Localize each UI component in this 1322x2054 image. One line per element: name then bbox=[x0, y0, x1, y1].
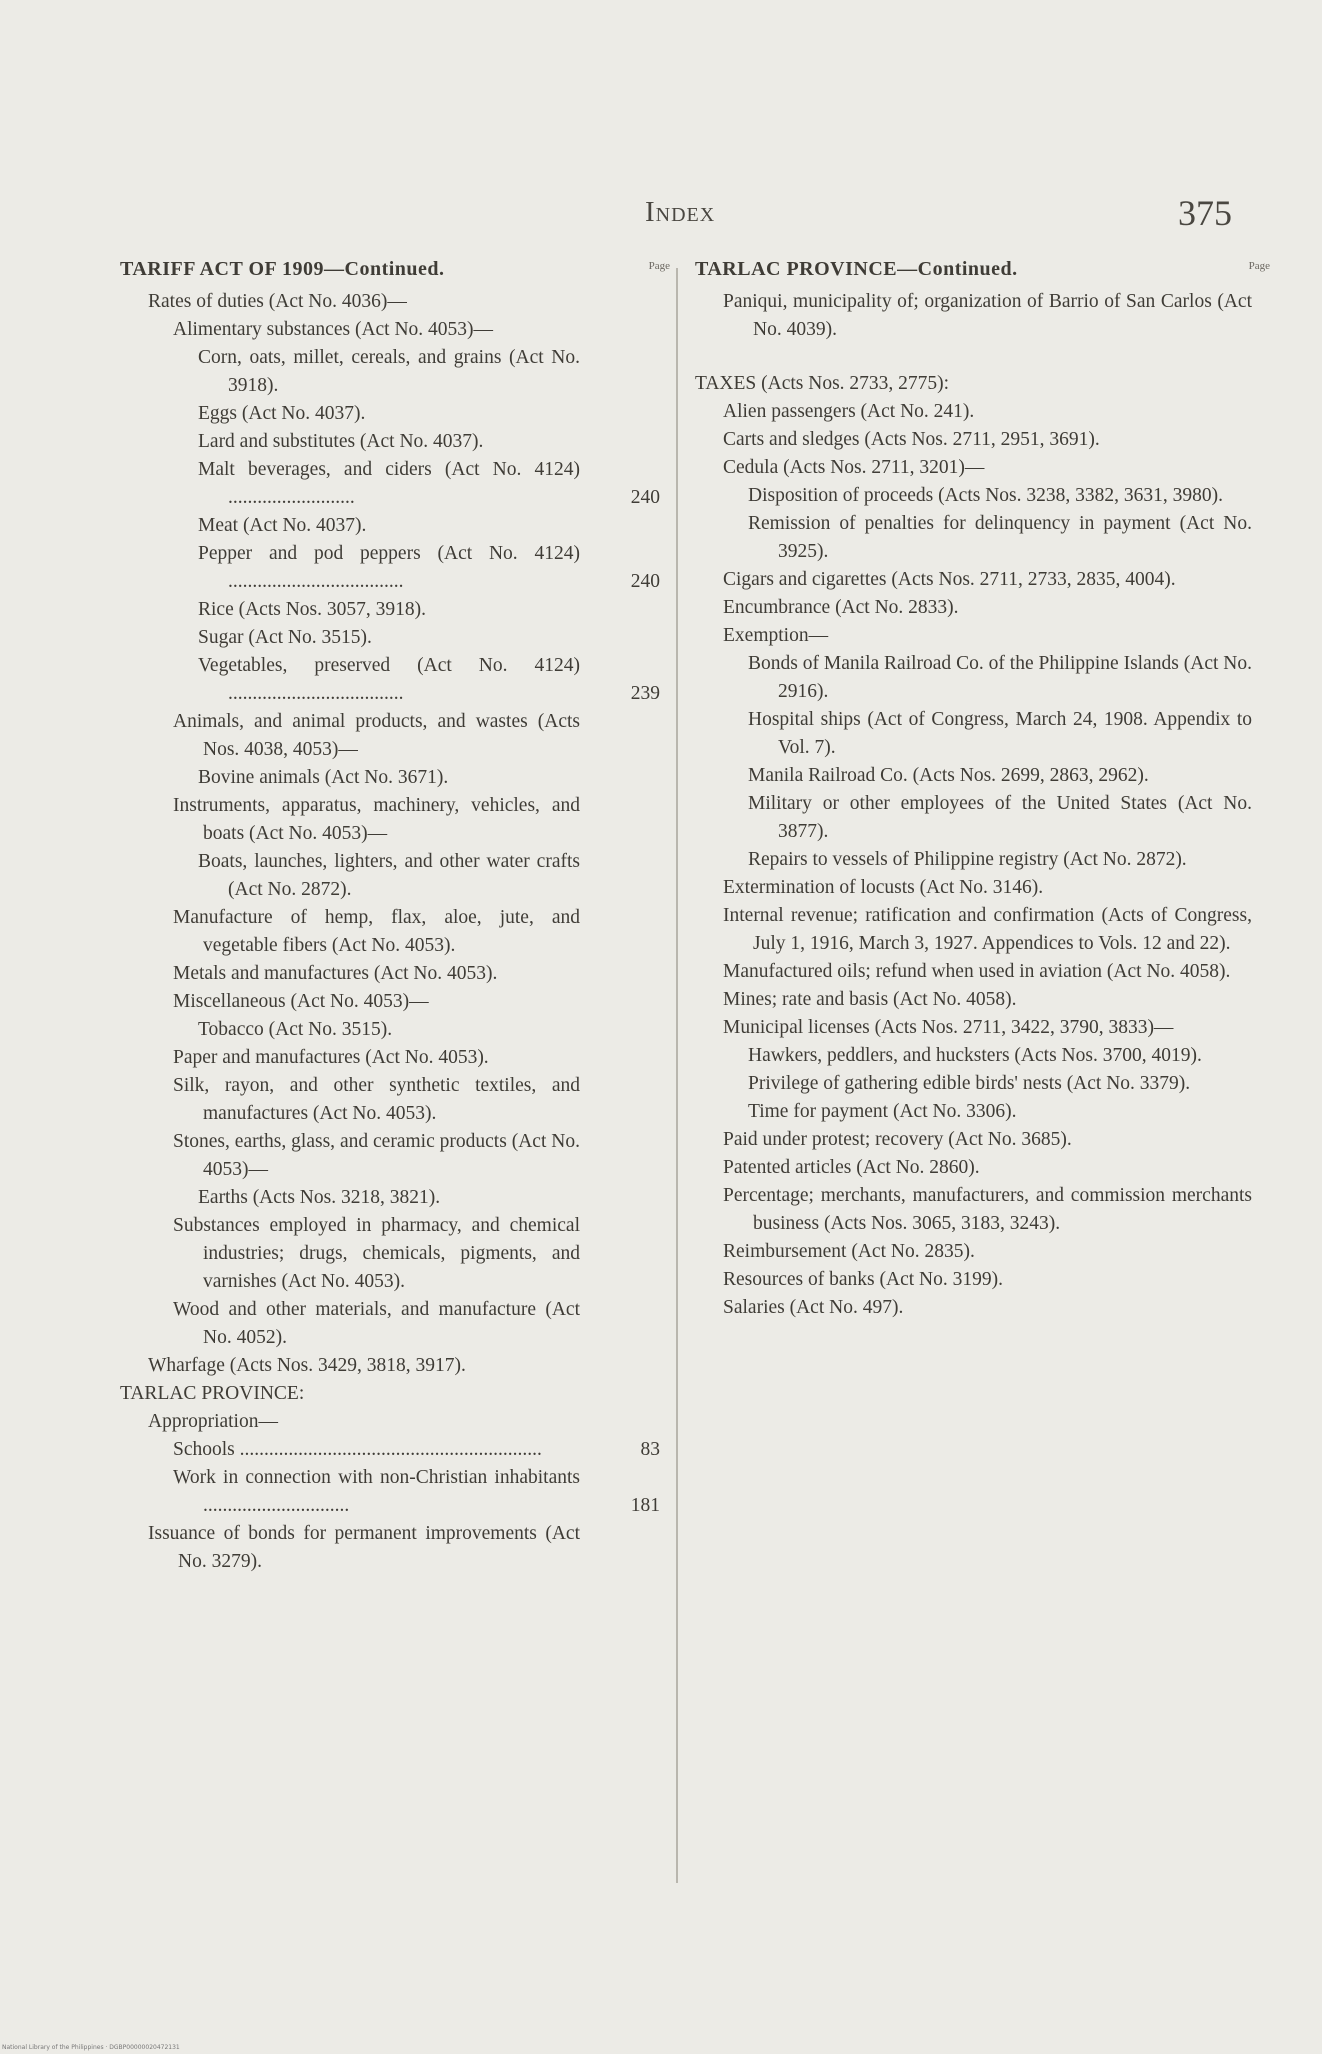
index-entry bbox=[695, 594, 1270, 622]
index-entry-text: Tobacco (Act No. 3515). bbox=[198, 1019, 393, 1040]
left-column bbox=[120, 258, 670, 1576]
index-entry-text: Extermination of locusts (Act No. 3146). bbox=[723, 877, 1044, 898]
index-entry-text: Paper and manufactures (Act No. 4053). bbox=[173, 1047, 489, 1068]
index-entry-text: Disposition of proceeds (Acts Nos. 3238, 3382, 3631, 3980). bbox=[748, 485, 1223, 506]
index-entry bbox=[695, 510, 1270, 566]
index-entry bbox=[695, 1042, 1270, 1070]
index-entry-text: Rice (Acts Nos. 3057, 3918). bbox=[198, 599, 427, 620]
index-entry-page: 240 bbox=[630, 487, 660, 508]
page-number: 375 bbox=[1178, 193, 1232, 233]
index-entry-text: Patented articles (Act No. 2860). bbox=[723, 1157, 980, 1178]
index-entry bbox=[120, 428, 660, 456]
index-entry-text: Bovine animals (Act No. 3671). bbox=[198, 767, 449, 788]
index-entry bbox=[695, 482, 1270, 510]
index-entry-text: Work in connection with non-Christian inhabitants .............................. bbox=[173, 1467, 580, 1516]
index-entry-text: Mines; rate and basis (Act No. 4058). bbox=[723, 989, 1017, 1010]
index-entry-text: Instruments, apparatus, machinery, vehicles, and boats (Act No. 4053)— bbox=[173, 795, 580, 844]
index-entry-text: Appropriation— bbox=[148, 1411, 278, 1432]
index-entry bbox=[120, 792, 660, 848]
index-entry-text: Hospital ships (Act of Congress, March 24, 1908. Appendix to Vol. 7). bbox=[748, 709, 1252, 758]
index-entry bbox=[695, 622, 1270, 650]
right-column bbox=[695, 258, 1270, 1322]
index-entry bbox=[695, 762, 1270, 790]
index-entry-text: Cigars and cigarettes (Acts Nos. 2711, 2733, 2835, 4004). bbox=[723, 569, 1176, 590]
index-entry-text: Silk, rayon, and other synthetic textiles, and manufactures (Act No. 4053). bbox=[173, 1075, 580, 1124]
index-entry-text: Reimbursement (Act No. 2835). bbox=[723, 1241, 975, 1262]
index-entry-text: Remission of penalties for delinquency in payment (Act No. 3925). bbox=[748, 513, 1252, 562]
index-entry-text: Vegetables, preserved (Act No. 4124) .................................... bbox=[198, 655, 580, 704]
index-entry bbox=[695, 370, 1270, 398]
index-entry-text: Salaries (Act No. 497). bbox=[723, 1297, 904, 1318]
index-entry-text: Carts and sledges (Acts Nos. 2711, 2951, 3691). bbox=[723, 429, 1100, 450]
index-entry bbox=[695, 288, 1270, 344]
index-entry-text: Wharfage (Acts Nos. 3429, 3818, 3917). bbox=[148, 1355, 466, 1376]
index-entry-page: 239 bbox=[630, 683, 660, 704]
index-entry-text: Substances employed in pharmacy, and chemical industries; drugs, chemicals, pigments, and varnishes (Act No. 4053). bbox=[173, 1215, 580, 1292]
index-entry bbox=[120, 652, 660, 708]
index-entry-text: Paniqui, municipality of; organization of Barrio of San Carlos (Act No. 4039). bbox=[723, 291, 1252, 340]
index-entry-text: Time for payment (Act No. 3306). bbox=[748, 1101, 1017, 1122]
left-column-header bbox=[120, 258, 670, 288]
index-entry bbox=[695, 566, 1270, 594]
index-entry-text: Alimentary substances (Act No. 4053)— bbox=[173, 319, 494, 340]
index-entry bbox=[695, 706, 1270, 762]
index-entry-text: Issuance of bonds for permanent improvements (Act No. 3279). bbox=[148, 1523, 580, 1572]
index-entry bbox=[695, 1098, 1270, 1126]
index-entry bbox=[120, 1184, 660, 1212]
index-entry-text: TAXES (Acts Nos. 2733, 2775): bbox=[695, 373, 950, 394]
index-entry-text: Eggs (Act No. 4037). bbox=[198, 403, 366, 424]
index-entry bbox=[120, 1016, 660, 1044]
index-entry-text: Repairs to vessels of Philippine registry (Act No. 2872). bbox=[748, 849, 1187, 870]
index-entry bbox=[695, 454, 1270, 482]
footer-credit: National Library of the Philippines · DGBP00000020472131 bbox=[2, 2044, 180, 2051]
index-entry bbox=[120, 344, 660, 400]
index-entry-text: Alien passengers (Act No. 241). bbox=[723, 401, 975, 422]
index-entry-text: Manila Railroad Co. (Acts Nos. 2699, 2863, 2962). bbox=[748, 765, 1149, 786]
column-divider bbox=[676, 268, 678, 1883]
index-entry bbox=[695, 650, 1270, 706]
index-entry bbox=[120, 960, 660, 988]
index-entry-text: Earths (Acts Nos. 3218, 3821). bbox=[198, 1187, 441, 1208]
index-entry bbox=[695, 1126, 1270, 1154]
index-entry bbox=[120, 1436, 660, 1464]
index-entry bbox=[695, 902, 1270, 958]
index-entry bbox=[120, 1380, 660, 1408]
index-entry bbox=[695, 790, 1270, 846]
index-entry bbox=[120, 316, 660, 344]
right-entry-list bbox=[695, 288, 1270, 1322]
left-entry-list bbox=[120, 288, 660, 1576]
index-entry bbox=[695, 426, 1270, 454]
index-entry-text: Metals and manufactures (Act No. 4053). bbox=[173, 963, 498, 984]
index-entry bbox=[120, 1072, 660, 1128]
index-entry-text: Malt beverages, and ciders (Act No. 4124) .......................... bbox=[198, 459, 580, 508]
index-entry-text: TARLAC PROVINCE: bbox=[120, 1383, 305, 1404]
index-entry-text: Miscellaneous (Act No. 4053)— bbox=[173, 991, 429, 1012]
index-entry-page: 83 bbox=[640, 1439, 660, 1460]
index-entry-text: Encumbrance (Act No. 2833). bbox=[723, 597, 959, 618]
header-title: Index bbox=[645, 196, 716, 228]
index-entry bbox=[695, 1294, 1270, 1322]
index-entry bbox=[120, 1520, 660, 1576]
index-entry bbox=[120, 596, 660, 624]
index-entry bbox=[695, 874, 1270, 902]
index-entry bbox=[695, 1014, 1270, 1042]
index-entry-text: Bonds of Manila Railroad Co. of the Philippine Islands (Act No. 2916). bbox=[748, 653, 1252, 702]
right-column-header bbox=[695, 258, 1270, 288]
index-entry bbox=[695, 1182, 1270, 1238]
index-entry-text: Meat (Act No. 4037). bbox=[198, 515, 367, 536]
index-entry bbox=[695, 1070, 1270, 1098]
index-entry-text: Rates of duties (Act No. 4036)— bbox=[148, 291, 407, 312]
index-entry-text: Paid under protest; recovery (Act No. 3685). bbox=[723, 1129, 1072, 1150]
index-entry bbox=[120, 1212, 660, 1296]
index-entry bbox=[120, 708, 660, 764]
index-entry-text: Corn, oats, millet, cereals, and grains (Act No. 3918). bbox=[198, 347, 580, 396]
index-entry-text: Manufactured oils; refund when used in aviation (Act No. 4058). bbox=[723, 961, 1231, 982]
index-entry bbox=[120, 288, 660, 316]
index-entry-text: Boats, launches, lighters, and other water crafts (Act No. 2872). bbox=[198, 851, 580, 900]
index-entry-text: Hawkers, peddlers, and hucksters (Acts Nos. 3700, 4019). bbox=[748, 1045, 1202, 1066]
index-entry-text: Wood and other materials, and manufacture (Act No. 4052). bbox=[173, 1299, 580, 1348]
index-entry bbox=[120, 1352, 660, 1380]
index-entry bbox=[120, 988, 660, 1016]
index-entry-text: Cedula (Acts Nos. 2711, 3201)— bbox=[723, 457, 985, 478]
index-entry bbox=[695, 1238, 1270, 1266]
index-entry-text: Internal revenue; ratification and confirmation (Acts of Congress, July 1, 1916, March 3, 1927. Appendices to Vols. 12 and 22). bbox=[723, 905, 1252, 954]
index-entry-page: 181 bbox=[630, 1495, 660, 1516]
index-entry bbox=[695, 1154, 1270, 1182]
index-entry-text: Privilege of gathering edible birds' nests (Act No. 3379). bbox=[748, 1073, 1191, 1094]
index-entry-text: Schools .............................................................. bbox=[173, 1439, 542, 1460]
index-entry-text: Military or other employees of the United States (Act No. 3877). bbox=[748, 793, 1252, 842]
index-entry bbox=[120, 456, 660, 512]
index-entry bbox=[120, 848, 660, 904]
index-entry bbox=[120, 400, 660, 428]
index-entry bbox=[695, 398, 1270, 426]
index-entry bbox=[120, 1296, 660, 1352]
left-page-label: Page bbox=[648, 260, 670, 272]
index-entry bbox=[695, 1266, 1270, 1294]
index-entry bbox=[695, 958, 1270, 986]
index-entry bbox=[120, 1464, 660, 1520]
index-entry-text: Pepper and pod peppers (Act No. 4124) .................................... bbox=[198, 543, 580, 592]
index-entry bbox=[120, 1408, 660, 1436]
index-entry bbox=[695, 846, 1270, 874]
page-header bbox=[0, 193, 1322, 236]
index-entry-text: Animals, and animal products, and wastes (Acts Nos. 4038, 4053)— bbox=[173, 711, 580, 760]
index-entry-text: Municipal licenses (Acts Nos. 2711, 3422, 3790, 3833)— bbox=[723, 1017, 1174, 1038]
index-entry bbox=[120, 1128, 660, 1184]
left-column-heading: TARIFF ACT OF 1909—Continued. bbox=[120, 258, 445, 280]
index-entry-text: Percentage; merchants, manufacturers, and commission merchants business (Acts Nos. 3065, 3183, 3243). bbox=[723, 1185, 1252, 1234]
index-entry-text: Stones, earths, glass, and ceramic products (Act No. 4053)— bbox=[173, 1131, 580, 1180]
right-page-label: Page bbox=[1248, 260, 1270, 272]
index-entry bbox=[120, 624, 660, 652]
index-entry bbox=[695, 986, 1270, 1014]
index-entry-text: Resources of banks (Act No. 3199). bbox=[723, 1269, 1003, 1290]
index-entry-text: Sugar (Act No. 3515). bbox=[198, 627, 372, 648]
index-entry bbox=[120, 904, 660, 960]
index-entry-page: 240 bbox=[630, 571, 660, 592]
right-column-heading: TARLAC PROVINCE—Continued. bbox=[695, 258, 1018, 280]
index-entry-text: Exemption— bbox=[723, 625, 829, 646]
index-entry bbox=[120, 540, 660, 596]
index-entry bbox=[120, 1044, 660, 1072]
index-entry-text: Lard and substitutes (Act No. 4037). bbox=[198, 431, 484, 452]
index-entry bbox=[120, 512, 660, 540]
index-entry-text: Manufacture of hemp, flax, aloe, jute, and vegetable fibers (Act No. 4053). bbox=[173, 907, 580, 956]
index-entry bbox=[120, 764, 660, 792]
